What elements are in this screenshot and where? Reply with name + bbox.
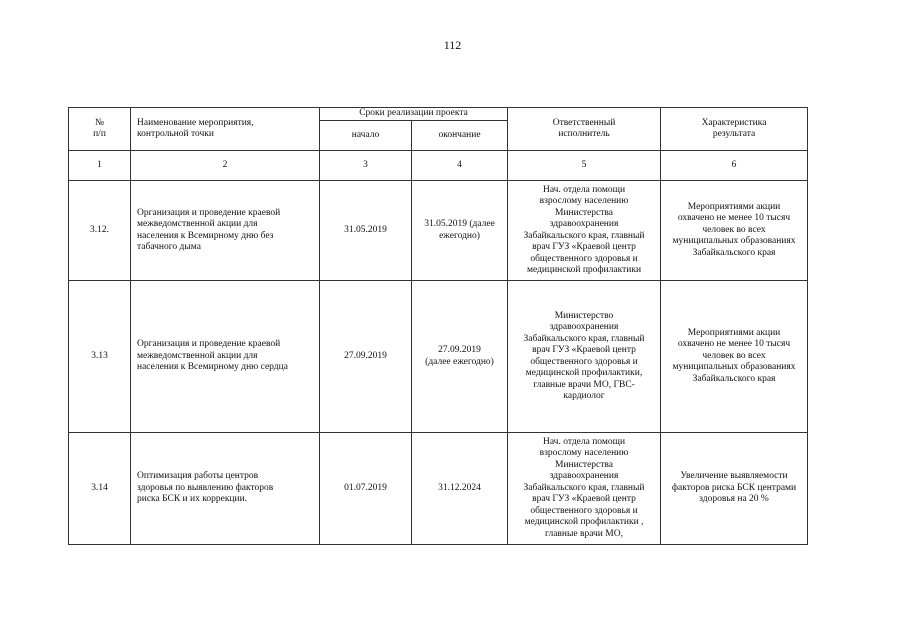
- end-date: 27.09.2019 (далее ежегодно): [412, 281, 508, 433]
- column-number-row: [69, 151, 808, 181]
- header-result: Характеристика результата: [661, 108, 808, 151]
- header-end: окончание: [412, 121, 508, 151]
- column-number: 4: [412, 151, 508, 181]
- start-date: 01.07.2019: [320, 433, 412, 545]
- header-row-1: [69, 108, 808, 121]
- activities-table: [68, 107, 808, 545]
- column-number: 3: [320, 151, 412, 181]
- end-date: 31.05.2019 (далее ежегодно): [412, 181, 508, 281]
- header-start: начало: [320, 121, 412, 151]
- start-date: 31.05.2019: [320, 181, 412, 281]
- start-date: 27.09.2019: [320, 281, 412, 433]
- column-number: 1: [69, 151, 131, 181]
- page-number: 112: [443, 38, 462, 52]
- column-number: 6: [661, 151, 808, 181]
- table-row: [69, 181, 808, 281]
- table-row: [69, 281, 808, 433]
- activity-name: Организация и проведение краевой межведомственной акции для населения к Всемирному дню без табачного дыма: [131, 181, 320, 281]
- result-characteristic: Мероприятиями акции охвачено не менее 10 тысяч человек во всех муниципальных образованиях Забайкальского края: [661, 281, 808, 433]
- row-number: 3.12.: [69, 181, 131, 281]
- result-characteristic: Мероприятиями акции охвачено не менее 10 тысяч человек во всех муниципальных образованиях Забайкальского края: [661, 181, 808, 281]
- header-responsible: Ответственный исполнитель: [508, 108, 661, 151]
- table-row: [69, 433, 808, 545]
- row-number: 3.14: [69, 433, 131, 545]
- column-number: 2: [131, 151, 320, 181]
- header-period: Сроки реализации проекта: [320, 108, 508, 121]
- column-number: 5: [508, 151, 661, 181]
- responsible-executor: Министерство здравоохранения Забайкальского края, главный врач ГУЗ «Краевой центр общественного здоровья и медицинской профилактики, главные врачи МО, ГВС- кардиолог: [508, 281, 661, 433]
- header-name: Наименование мероприятия, контрольной точки: [131, 108, 320, 151]
- result-characteristic: Увеличение выявляемости факторов риска БСК центрами здоровья на 20 %: [661, 433, 808, 545]
- row-number: 3.13: [69, 281, 131, 433]
- responsible-executor: Нач. отдела помощи взрослому населению Министерства здравоохранения Забайкальского края, главный врач ГУЗ «Краевой центр общественного здоровья и медицинской профилактики: [508, 181, 661, 281]
- responsible-executor: Нач. отдела помощи взрослому населению Министерства здравоохранения Забайкальского края, главный врач ГУЗ «Краевой центр общественного здоровья и медицинской профилактики , главные врачи МО,: [508, 433, 661, 545]
- activity-name: Оптимизация работы центров здоровья по выявлению факторов риска БСК и их коррекции.: [131, 433, 320, 545]
- end-date: 31.12.2024: [412, 433, 508, 545]
- header-num: № п/п: [69, 108, 131, 151]
- activity-name: Организация и проведение краевой межведомственной акции для населения к Всемирному дню сердца: [131, 281, 320, 433]
